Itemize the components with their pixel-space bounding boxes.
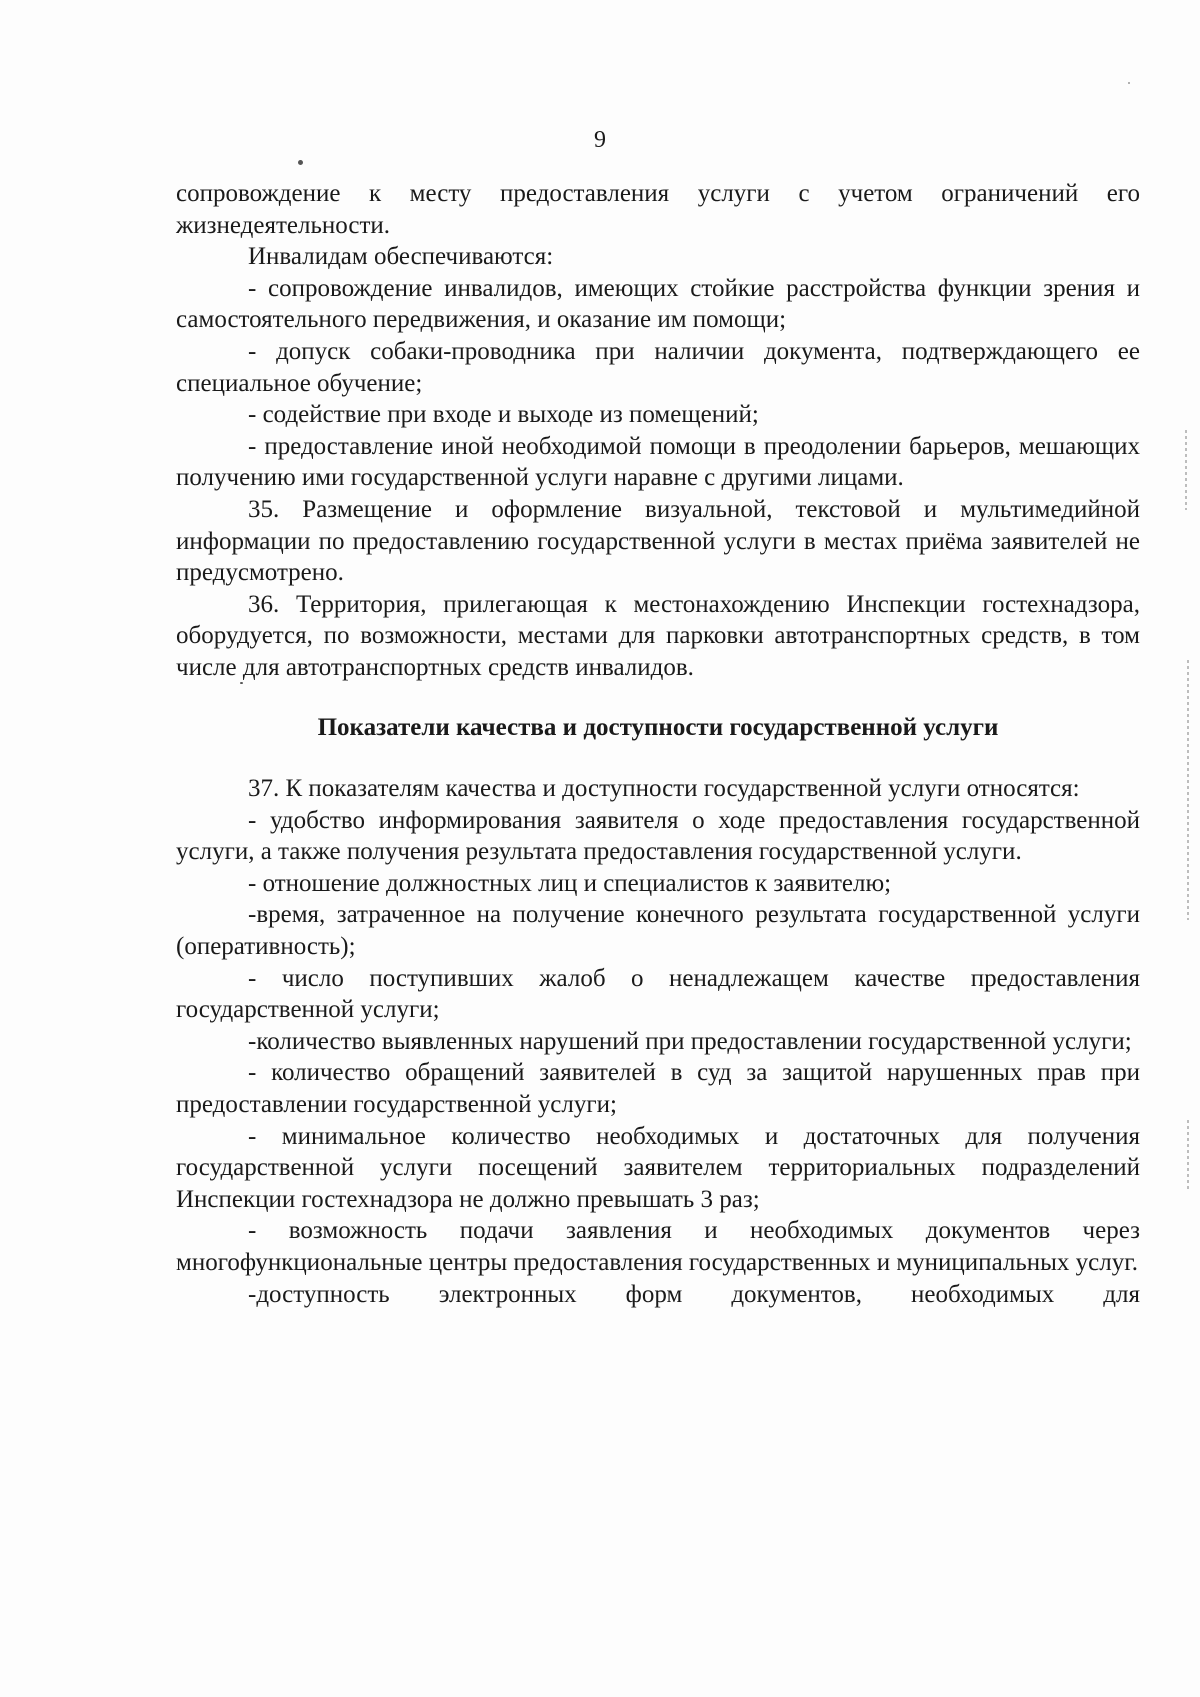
paragraph: сопровождение к месту предоставления услуги с учетом ограничений его жизнедеятельности. (176, 180, 1140, 239)
document-body (176, 178, 1140, 1310)
scan-speck (298, 160, 303, 165)
list-item: - допуск собаки-проводника при наличии документа, подтверждающего ее специальное обучение; (176, 337, 1140, 397)
list-item: - количество обращений заявителей в суд за защитой нарушенных прав при предоставлении государственной услуги; (176, 1059, 1140, 1119)
list-item: - минимальное количество необходимых и достаточных для получения государственной услуги посещений заявителем территориальных подразделений Инспекции гостехнадзора не должно превышать 3 раз; (176, 1122, 1140, 1213)
scan-margin-mark (1187, 660, 1189, 920)
list-item: -доступность электронных форм документов, необходимых для (248, 1280, 1140, 1308)
paragraph: 37. К показателям качества и доступности государственной услуги относятся: (248, 775, 1080, 803)
section-heading: Показатели качества и доступности государственной услуги (317, 713, 999, 741)
list-item: -время, затраченное на получение конечного результата государственной услуги (оперативность); (176, 901, 1140, 961)
list-item: - число поступивших жалоб о ненадлежащем качестве предоставления государственной услуги; (176, 964, 1140, 1024)
scan-margin-mark (1187, 1120, 1189, 1190)
list-item: - предоставление иной необходимой помощи в преодолении барьеров, мешающих получению ими государственной услуги наравне с другими лицами. (176, 432, 1140, 492)
list-item: - содействие при входе и выходе из помещений; (248, 401, 759, 429)
list-item: - возможность подачи заявления и необходимых документов через многофункциональные центры предоставления государственных и муниципальных услуг. (176, 1217, 1140, 1276)
paragraph: Инвалидам обеспечиваются: (248, 243, 554, 271)
paragraph: 35. Размещение и оформление визуальной, текстовой и мультимедийной информации по предоставлению государственной услуги в местах приёма заявителей не предусмотрено. (176, 495, 1140, 587)
list-item: - удобство информирования заявителя о ходе предоставления государственной услуги, а также получения результата предоставления государственной услуги. (176, 806, 1140, 866)
scan-margin-mark (1185, 430, 1187, 510)
list-item: - сопровождение инвалидов, имеющих стойкие расстройства функции зрения и самостоятельного передвижения, и оказание им помощи; (176, 274, 1140, 334)
page-number: 9 (594, 127, 606, 153)
list-item: - отношение должностных лиц и специалистов к заявителю; (248, 869, 892, 897)
paragraph: 36. Территория, прилегающая к местонахождению Инспекции гостехнадзора, оборудуется, по возможности, местами для парковки автотранспортных средств, в том числе для автотранспортных средств инвалидов. (176, 590, 1140, 681)
scan-speck (1128, 82, 1130, 84)
list-item: -количество выявленных нарушений при предоставлении государственной услуги; (248, 1027, 1132, 1055)
